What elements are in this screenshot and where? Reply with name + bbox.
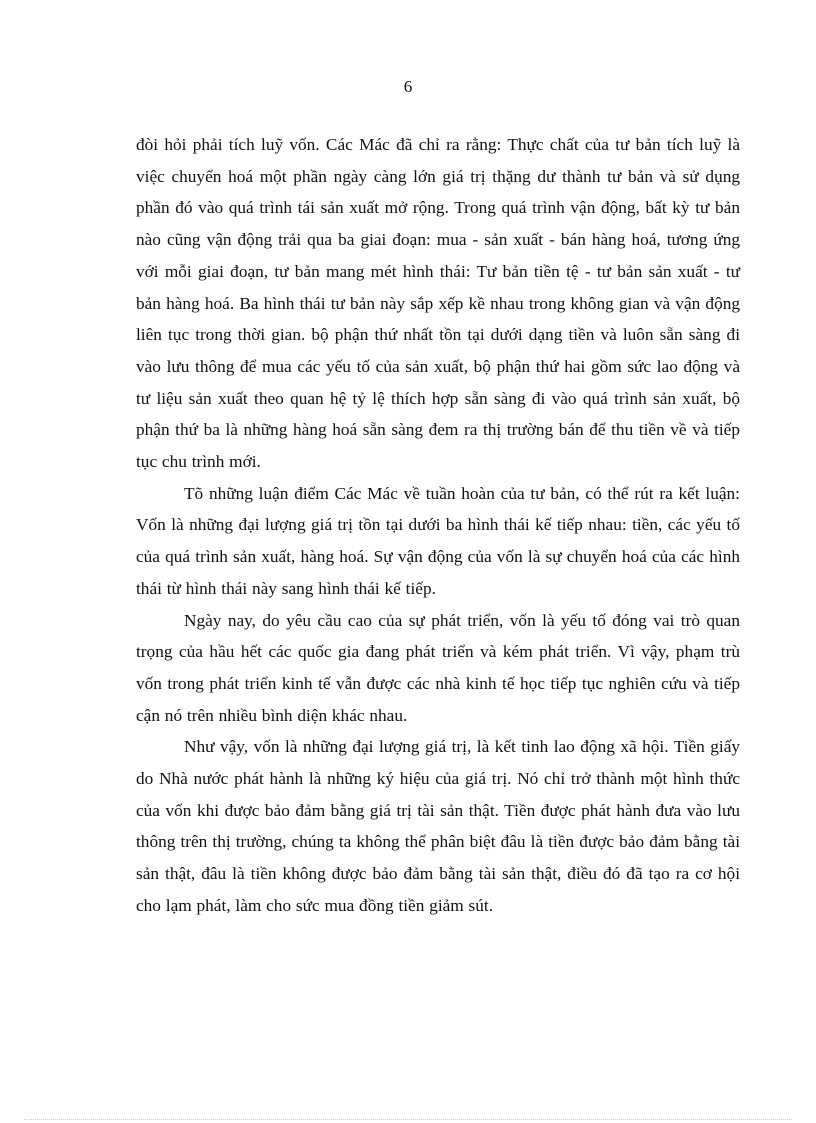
- paragraph-modern-role: Ngày nay, do yêu cầu cao của sự phát triển, vốn là yếu tố đóng vai trò quan trọng của hầu hết các quốc gia đang phát triển và kém phát triển. Vì vậy, phạm trù vốn trong phát triển kinh tế vẫn được các nhà kinh tế học tiếp tục nghiên cứu và tiếp cận nó trên nhiều bình diện khác nhau.: [136, 610, 740, 725]
- paragraph-continuation: đòi hỏi phải tích luỹ vốn. Các Mác đã chỉ ra rằng: Thực chất của tư bản tích luỹ là việc chuyển hoá một phần ngày càng lớn giá trị thặng dư thành tư bản và sử dụng phần đó vào quá trình tái sản xuất mở rộng. Trong quá trình vận động, bất kỳ tư bản nào cũng vận động trải qua ba giai đoạn: mua - sản xuất - bán hàng hoá, tương ứng với mỗi giai đoạn, tư bản mang mét hình thái: Tư bản tiền tệ - tư bản sản xuất - tư bản hàng hoá. Ba hình thái tư bản này sắp xếp kề nhau trong không gian và vận động liên tục trong thời gian. bộ phận thứ nhất tồn tại dưới dạng tiền và luôn sẵn sàng đi vào lưu thông để mua các yếu tố của sản xuất, bộ phận thứ hai gồm sức lao động và tư liệu sản xuất theo quan hệ tỷ lệ thích hợp sẵn sàng đi vào quá trình sản xuất, bộ phận thứ ba là những hàng hoá sẵn sàng đem ra thị trường bán để thu tiền về và tiếp tục chu trình mới.: [136, 135, 740, 472]
- page-bottom-rule: [24, 1119, 792, 1120]
- body-text: [136, 129, 740, 922]
- paragraph-conclusion: Tõ những luận điểm Các Mác về tuần hoàn của tư bản, có thể rút ra kết luận: Vốn là những đại lượng giá trị tồn tại dưới ba hình thái kế tiếp nhau: tiền, các yếu tố của quá trình sản xuất, hàng hoá. Sự vận động của vốn là sự chuyển hoá của các hình thái từ hình thái này sang hình thái kế tiếp.: [136, 483, 740, 598]
- page-number: 6: [403, 77, 413, 96]
- paragraph-value-money: Như vậy, vốn là những đại lượng giá trị, là kết tinh lao động xã hội. Tiền giấy do Nhà nước phát hành là những ký hiệu của giá trị. Nó chỉ trở thành một hình thức của vốn khi được bảo đảm bằng giá trị tài sản thật. Tiền được phát hành đưa vào lưu thông trên thị trường, chúng ta không thể phân biệt đâu là tiền được bảo đảm bằng tài sản thật, đâu là tiền không được bảo đảm bằng tài sản thật, điều đó đã tạo ra cơ hội cho lạm phát, làm cho sức mua đồng tiền giảm sút.: [136, 737, 740, 915]
